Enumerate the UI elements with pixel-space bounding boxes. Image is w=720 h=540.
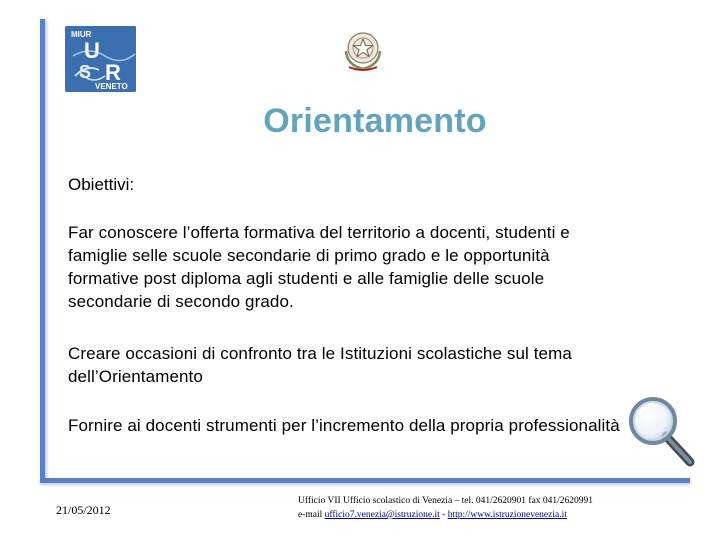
slide-title: Orientamento — [263, 102, 487, 140]
footer-separator: - — [439, 510, 448, 520]
footer-website-link[interactable]: http://www.istruzionevenezia.it — [447, 510, 567, 520]
paragraph-line: famiglie selle scuole secondarie di primo grado e le opportunità — [68, 246, 550, 265]
logo-veneto-text: VENETO — [95, 82, 128, 91]
logo-miur-text: MIUR — [71, 30, 92, 39]
objective-paragraph-3 — [68, 414, 718, 437]
objective-paragraph-1 — [68, 221, 668, 313]
magnifier-icon — [626, 394, 698, 468]
slide-frame-left — [40, 19, 45, 482]
footer-email-link[interactable]: ufficio7.venezia@istruzione.it — [324, 510, 440, 520]
italian-republic-emblem — [341, 27, 385, 73]
slide-frame-bottom — [40, 478, 690, 483]
footer-date: 21/05/2012 — [56, 503, 111, 517]
paragraph-line: Far conoscere l’offerta formativa del territorio a docenti, studenti e — [68, 223, 570, 242]
usr-veneto-logo — [65, 26, 136, 92]
logo-letter-u: U — [84, 38, 100, 63]
footer-contact-line — [298, 508, 593, 522]
footer-email-prefix: e-mail — [298, 510, 325, 520]
footer-office-info — [298, 494, 593, 522]
objectives-label: Obiettivi: — [68, 175, 135, 194]
logo-letter-s: S — [79, 62, 92, 82]
paragraph-line: Fornire ai docenti strumenti per l’incremento della propria professionalità — [68, 416, 620, 435]
paragraph-line: formative post diploma agli studenti e alle famiglie delle scuole — [68, 269, 545, 288]
footer-office-line: Ufficio VII Ufficio scolastico di Venezia – tel. 041/2620901 fax 041/2620991 — [298, 496, 594, 506]
logo-letter-r: R — [105, 60, 121, 85]
paragraph-line: dell’Orientamento — [68, 367, 203, 386]
paragraph-line: Creare occasioni di confronto tra le Istituzioni scolastiche sul tema — [68, 344, 572, 363]
paragraph-line: secondarie di secondo grado. — [68, 292, 294, 311]
objective-paragraph-2 — [68, 342, 668, 388]
